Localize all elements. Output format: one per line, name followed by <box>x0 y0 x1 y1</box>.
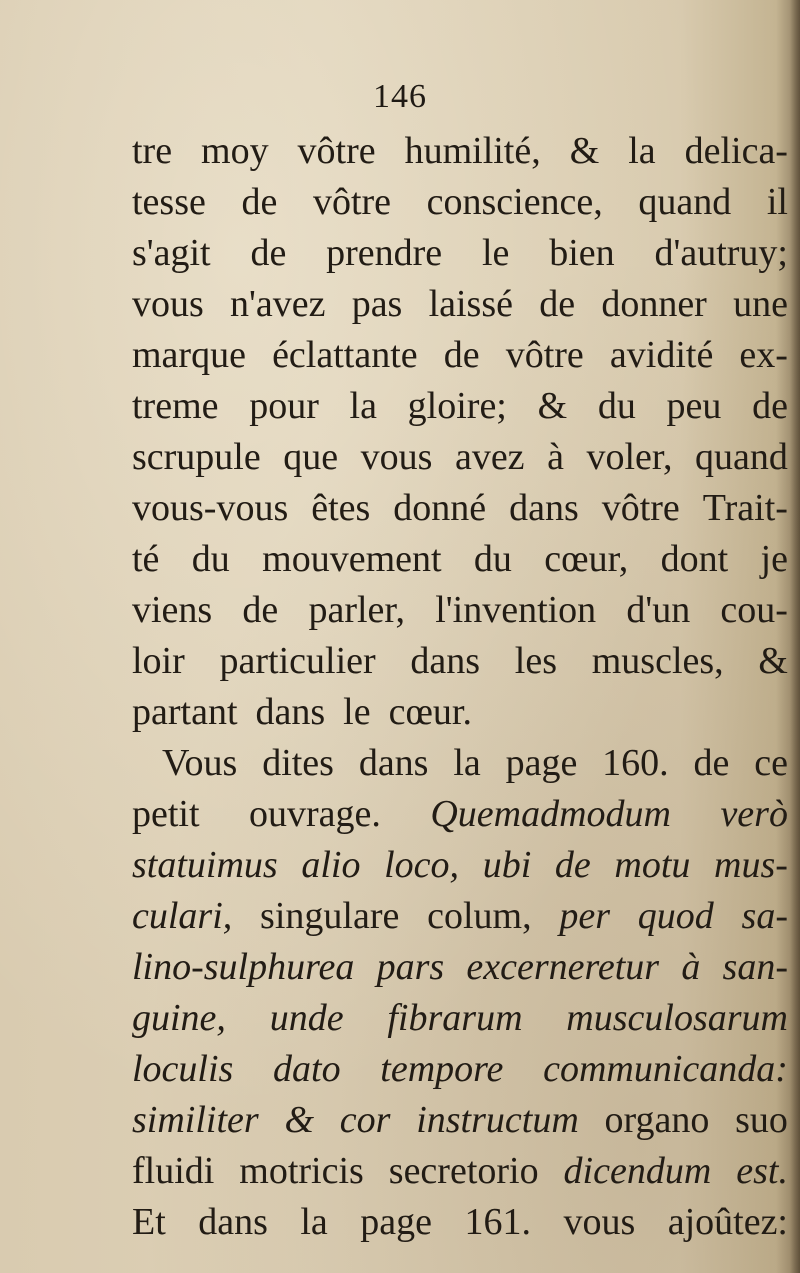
word: muscles, <box>591 640 724 682</box>
text-line <box>132 279 788 330</box>
word: vous-vous <box>132 487 289 529</box>
word: quand <box>638 181 732 223</box>
body-text <box>132 126 788 1248</box>
word: ex- <box>739 334 788 376</box>
word: quod <box>637 895 714 937</box>
word: peu <box>666 385 722 427</box>
text-line <box>132 534 788 585</box>
word: dans <box>509 487 579 529</box>
word: & <box>284 1099 315 1141</box>
word: loculis <box>132 1048 234 1090</box>
word: dans <box>358 742 429 784</box>
text-line <box>132 942 788 993</box>
text-line <box>132 738 788 789</box>
word: vous <box>563 1201 636 1243</box>
word: Vous <box>162 742 238 784</box>
word: vous <box>132 283 204 325</box>
word: ajoûtez: <box>667 1201 788 1243</box>
word: pas <box>351 283 403 325</box>
word: du <box>191 538 230 580</box>
word: de <box>241 181 278 223</box>
word: marque <box>132 334 246 376</box>
word: viens <box>132 589 213 631</box>
word: dites <box>262 742 334 784</box>
word: tempore <box>380 1048 504 1090</box>
text-line <box>132 381 788 432</box>
word: motu <box>614 844 691 886</box>
word: per <box>559 895 611 937</box>
text-line <box>132 993 788 1044</box>
word: unde <box>269 997 344 1039</box>
word: de <box>554 844 591 886</box>
word: sa- <box>741 895 788 937</box>
word: Et <box>132 1201 166 1243</box>
word: d'autruy; <box>654 232 788 274</box>
word: les <box>514 640 557 682</box>
word: instructum <box>416 1099 579 1141</box>
word: s'agit <box>132 232 211 274</box>
word: vôtre <box>601 487 680 529</box>
word: dicendum <box>563 1150 712 1192</box>
word: d'un <box>626 589 691 631</box>
word: l'invention <box>435 589 597 631</box>
word: vôtre <box>312 181 392 223</box>
word: ouvrage. <box>249 793 381 835</box>
word: à <box>681 946 701 988</box>
word: le <box>343 691 371 733</box>
word: mouvement <box>262 538 442 580</box>
word: singulare <box>260 895 400 937</box>
word: san- <box>722 946 788 988</box>
word: de <box>539 283 576 325</box>
text-line <box>132 585 788 636</box>
word: excerneretur <box>466 946 660 988</box>
word: éclattante <box>272 334 418 376</box>
word: dato <box>273 1048 341 1090</box>
word: mus- <box>714 844 788 886</box>
word: êtes <box>311 487 371 529</box>
text-line <box>132 789 788 840</box>
word: dans <box>410 640 481 682</box>
word: il <box>766 181 788 223</box>
word: suo <box>735 1099 788 1141</box>
word: moy <box>201 130 269 172</box>
word: Quemadmodum <box>430 793 671 835</box>
word: Trait- <box>702 487 788 529</box>
word: vôtre <box>297 130 376 172</box>
word: avidité <box>609 334 714 376</box>
word: tre <box>132 130 173 172</box>
word: je <box>760 538 788 580</box>
word: donner <box>601 283 707 325</box>
word: humilité, <box>404 130 541 172</box>
word: la <box>628 130 656 172</box>
word: une <box>733 283 788 325</box>
word: fibrarum <box>387 997 523 1039</box>
text-line <box>132 840 788 891</box>
text-line <box>132 1044 788 1095</box>
word: page <box>360 1201 433 1243</box>
page-edge-shadow <box>790 0 800 1273</box>
word: 161. <box>464 1201 531 1243</box>
word: secretorio <box>388 1150 539 1192</box>
word: ubi <box>482 844 532 886</box>
word: gloire; <box>407 385 507 427</box>
word: communicanda: <box>543 1048 788 1090</box>
word: prendre <box>326 232 443 274</box>
word: lino-sulphurea <box>132 946 355 988</box>
word: motricis <box>239 1150 364 1192</box>
word: musculosarum <box>566 997 788 1039</box>
text-line <box>132 1146 788 1197</box>
word: de <box>242 589 279 631</box>
text-line <box>132 891 788 942</box>
word: parler, <box>308 589 406 631</box>
text-line <box>132 330 788 381</box>
word: que <box>283 436 339 478</box>
word: cœur. <box>388 691 472 733</box>
word: vôtre <box>505 334 584 376</box>
word: dans <box>198 1201 268 1243</box>
text-line <box>132 483 788 534</box>
word: statuimus <box>132 844 278 886</box>
word: similiter <box>132 1099 259 1141</box>
word: dans <box>255 691 326 733</box>
word: organo <box>604 1099 710 1141</box>
word: la <box>453 742 481 784</box>
word: de <box>693 742 730 784</box>
word: de <box>443 334 480 376</box>
word: alio <box>301 844 361 886</box>
word: partant <box>132 691 238 733</box>
word: scrupule <box>132 436 261 478</box>
word: dont <box>660 538 729 580</box>
text-line <box>132 432 788 483</box>
word: cor <box>339 1099 391 1141</box>
word: pars <box>376 946 445 988</box>
word: culari, <box>132 895 233 937</box>
word: fluidi <box>132 1150 215 1192</box>
word: la <box>349 385 377 427</box>
word: 160. <box>602 742 669 784</box>
word: delica- <box>684 130 788 172</box>
word: conscience, <box>426 181 603 223</box>
page-number: 146 <box>373 78 427 115</box>
word: colum, <box>427 895 532 937</box>
word: loir <box>132 640 185 682</box>
word: ce <box>754 742 788 784</box>
text-line <box>132 1095 788 1146</box>
word: est. <box>736 1150 788 1192</box>
word: & <box>537 385 568 427</box>
word: cou- <box>720 589 788 631</box>
word: donné <box>393 487 487 529</box>
word: cœur, <box>544 538 629 580</box>
word: du <box>473 538 512 580</box>
word: & <box>569 130 600 172</box>
word: laissé <box>428 283 513 325</box>
word: à <box>547 436 564 478</box>
word: du <box>597 385 636 427</box>
word: treme <box>132 385 219 427</box>
word: la <box>300 1201 328 1243</box>
word: quand <box>695 436 788 478</box>
text-line <box>132 177 788 228</box>
word: vous <box>360 436 433 478</box>
word: n'avez <box>230 283 326 325</box>
word: de <box>752 385 788 427</box>
word: & <box>758 640 788 682</box>
word: le <box>481 232 510 274</box>
word: bien <box>549 232 615 274</box>
text-line <box>132 126 788 177</box>
word: petit <box>132 793 200 835</box>
word: loco, <box>384 844 460 886</box>
word: particulier <box>219 640 376 682</box>
text-line <box>132 1197 788 1248</box>
word: de <box>250 232 287 274</box>
word: avez <box>454 436 525 478</box>
word: page <box>505 742 578 784</box>
text-line <box>132 687 788 738</box>
text-line <box>132 228 788 279</box>
word: tesse <box>132 181 206 223</box>
word: té <box>132 538 160 580</box>
word: voler, <box>586 436 673 478</box>
word: pour <box>249 385 319 427</box>
word: verò <box>720 793 788 835</box>
text-line <box>132 636 788 687</box>
word: guine, <box>132 997 226 1039</box>
